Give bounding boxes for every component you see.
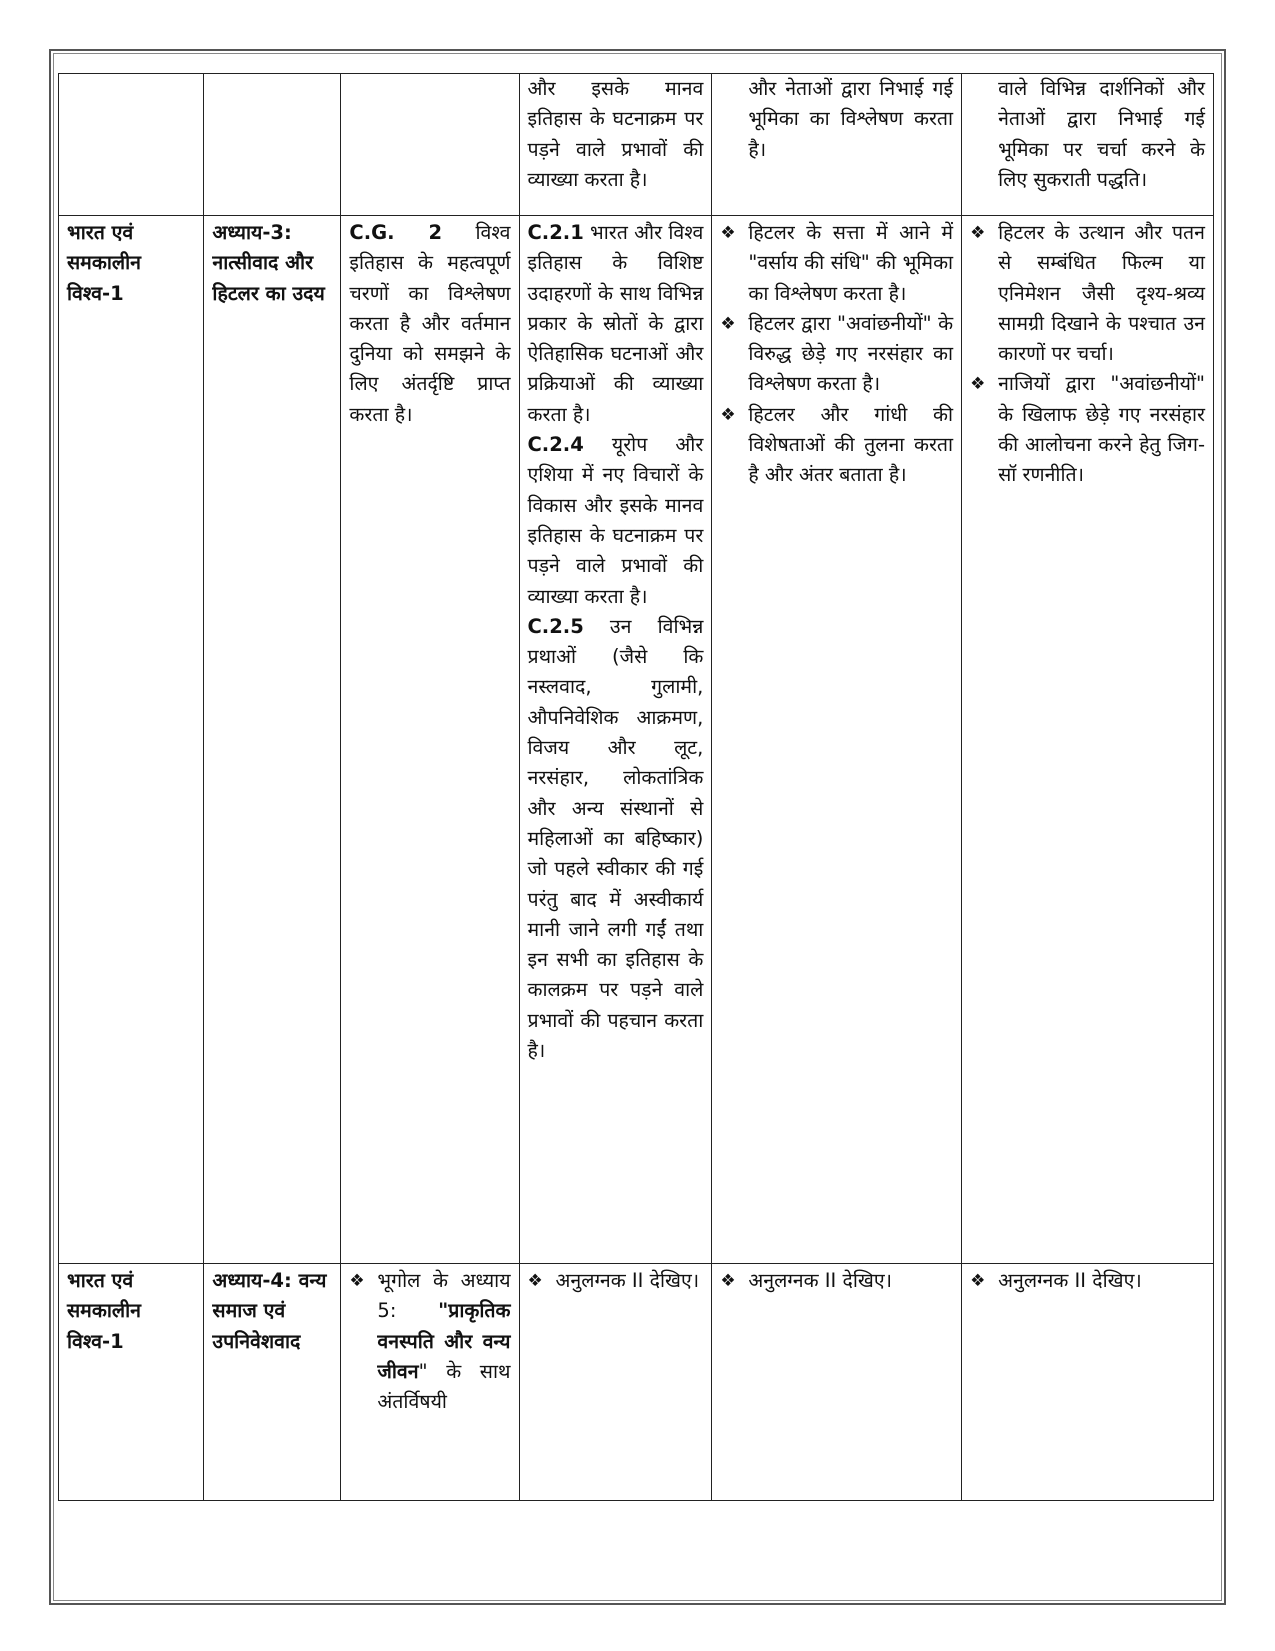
cell-competencies	[519, 1264, 712, 1501]
competency-item	[528, 218, 704, 430]
pedagogy-continued-text: वाले विभिन्न दार्शनिकों और नेताओं द्वारा निभाई गई भूमिका पर चर्चा करने के लिए सुकराती पद्धति।	[998, 77, 1205, 191]
competency-text: यूरोप और एशिया में नए विचारों के विकास और इसके मानव इतिहास के घटनाक्रम पर पड़ने वाले प्रभावों की व्याख्या करता है।	[527, 433, 704, 608]
list-item	[720, 400, 953, 491]
cell-curricular-goal	[341, 216, 519, 1264]
cell-pedagogy-continued	[962, 74, 1214, 216]
diamond-bullet-icon: ❖	[720, 1271, 736, 1291]
list-item	[720, 1266, 953, 1296]
cell-pedagogy	[962, 1264, 1214, 1501]
learning-outcome-text: हिटलर और गांधी की विशेषताओं की तुलना करता है और अंतर बताता है।	[748, 402, 954, 487]
table-row-chapter-4	[59, 1264, 1214, 1501]
learning-outcome-list	[720, 1266, 953, 1296]
cg-bold-text: "प्राकृतिक वनस्पति और वन्य जीवन	[377, 1299, 511, 1383]
cell-cg-empty	[341, 74, 519, 216]
cg-post-text: " के साथ अंतर्विषयी	[377, 1359, 511, 1414]
cg-list	[349, 1266, 510, 1417]
list-item	[970, 218, 1205, 369]
annex-reference: अनुलग्नक II देखिए।	[555, 1269, 700, 1292]
cell-chapter-empty	[204, 74, 341, 216]
diamond-bullet-icon: ❖	[349, 1271, 365, 1291]
cell-competencies	[519, 216, 712, 1264]
cell-learning-continued	[712, 74, 962, 216]
competency-text: उन विभिन्न प्रथाओं (जैसे कि नस्लवाद, गुलामी, औपनिवेशिक आक्रमण, विजय और लूट, नरसंहार, लोकतांत्रिक और अन्य संस्थानों से महिलाओं का बहिष्कार) जो पहले स्वीकार की गई परंतु बाद में अस्वीकार्य मानी जाने लगी गईं तथा इन सभी का इतिहास के कालक्रम पर पड़ने वाले प्रभावों की पहचान करता है।	[527, 614, 704, 1063]
diamond-bullet-icon: ❖	[720, 313, 736, 334]
cell-pedagogy	[962, 216, 1214, 1264]
competency-code: C.2.1	[527, 221, 584, 244]
competency-item	[528, 430, 704, 612]
learning-continued-text: और नेताओं द्वारा निभाई गई भूमिका का विश्लेषण करता है।	[748, 77, 954, 161]
list-item	[349, 1266, 510, 1417]
cg-pre-text: भूगोल के अध्याय 5:	[377, 1269, 511, 1323]
list-item	[970, 1266, 1205, 1296]
learning-outcome-list	[720, 218, 953, 491]
learning-outcome-text: हिटलर के सत्ता में आने में "वर्साय की संधि" की भूमिका का विश्लेषण करता है।	[748, 221, 954, 305]
diamond-bullet-icon: ❖	[970, 374, 986, 395]
cell-learning-outcomes	[712, 1264, 962, 1501]
pedagogy-text: नाजियों द्वारा "अवांछनीयों" के खिलाफ छेड़े गए नरसंहार की आलोचना करने हेतु जिग-सॉ रणनीति।	[998, 372, 1205, 487]
cell-book-title: भारत एवं समकालीन विश्व-1	[59, 216, 204, 1264]
pedagogy-list	[970, 1266, 1205, 1296]
diamond-bullet-icon: ❖	[527, 1271, 543, 1291]
cg-text: विश्व इतिहास के महत्वपूर्ण चरणों का विश्लेषण करता है और वर्तमान दुनिया को समझने के लिए अंतर्दृष्टि प्राप्त करता है।	[349, 221, 511, 426]
cell-curricular-goal	[341, 1264, 519, 1501]
list-item	[528, 1266, 704, 1296]
competency-text: भारत और विश्व इतिहास के विशिष्ट उदाहरणों के साथ विभिन्न प्रकार के स्रोतों के द्वारा ऐतिहासिक घटनाओं और प्रक्रियाओं की व्याख्या करता है।	[527, 221, 704, 426]
pedagogy-text: हिटलर के उत्थान और पतन से सम्बंधित फिल्म या एनिमेशन जैसी दृश्य-श्रव्य सामग्री दिखाने के पश्चात उन कारणों पर चर्चा।	[998, 221, 1205, 366]
cell-book-empty	[59, 74, 204, 216]
competency-code: C.2.5	[527, 614, 584, 638]
annex-reference: अनुलग्नक II देखिए।	[748, 1269, 892, 1292]
curriculum-table	[58, 73, 1214, 1501]
list-item	[970, 369, 1205, 490]
diamond-bullet-icon: ❖	[720, 223, 736, 243]
cell-chapter-title: अध्याय-3: नात्सीवाद और हिटलर का उदय	[204, 216, 341, 1264]
pedagogy-list	[970, 218, 1205, 491]
annex-reference: अनुलग्नक II देखिए।	[998, 1269, 1142, 1292]
competency-code: C.2.4	[527, 433, 584, 457]
cell-chapter-title: अध्याय-4: वन्य समाज एवं उपनिवेशवाद	[204, 1264, 341, 1501]
competency-item	[528, 612, 704, 1066]
cell-learning-outcomes	[712, 216, 962, 1264]
learning-outcome-text: हिटलर द्वारा "अवांछनीयों" के विरुद्ध छेड़े गए नरसंहार का विश्लेषण करता है।	[748, 311, 954, 396]
table-row-continuation	[59, 74, 1214, 216]
list-item	[720, 309, 953, 400]
cell-book-title: भारत एवं समकालीन विश्व-1	[59, 1264, 204, 1501]
cg-code: C.G. 2	[349, 221, 443, 244]
diamond-bullet-icon: ❖	[970, 1271, 986, 1291]
table-row-chapter-3	[59, 216, 1214, 1264]
cell-outcome-continued: और इसके मानव इतिहास के घटनाक्रम पर पड़ने वाले प्रभावों की व्याख्या करता है।	[519, 74, 712, 216]
list-item	[720, 218, 953, 309]
diamond-bullet-icon: ❖	[970, 223, 986, 243]
competency-list	[528, 1266, 704, 1296]
diamond-bullet-icon: ❖	[720, 404, 736, 425]
